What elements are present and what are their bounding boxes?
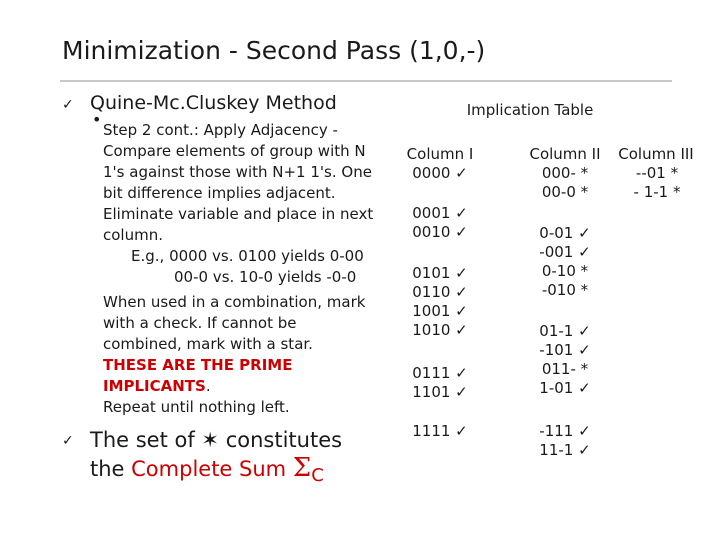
text: The set of [90,428,202,452]
bullet-dot-icon: • [92,110,102,129]
usage-line: with a check. If cannot be [103,314,297,332]
implication-table-title: Implication Table [466,101,594,119]
implicant-entry: 1010 ✓ [412,321,468,339]
example-line: E.g., 0000 vs. 0100 yields 0-00 [131,247,364,265]
implicant-entry: 000- * [541,164,589,182]
prime-implicants-word: IMPLICANTS [103,377,206,395]
example-line: 00-0 vs. 10-0 yields -0-0 [174,268,357,286]
implicant-entry: 0001 ✓ [412,204,468,222]
implicant-entry: -101 ✓ [539,341,591,359]
checkmark-icon: ✓ [62,433,74,449]
implicant-entry: - 1-1 * [633,183,681,201]
prime-implicants-emphasis-line2 [103,376,403,397]
implicant-entry: 0111 ✓ [412,364,468,382]
column-2-header: Column II [529,145,601,163]
repeat-line: Repeat until nothing left. [103,398,290,416]
implicant-entry: 0010 ✓ [412,223,468,241]
implicant-entry: 0000 ✓ [412,164,468,182]
star-icon: ✶ [201,428,220,452]
sigma-subscript: C [311,465,324,486]
usage-line: combined, mark with a star. [103,335,313,353]
column-2-group-2 [520,322,610,398]
step-line: 1's against those with N+1 1's. One [103,163,372,181]
implicant-entry: -111 ✓ [539,422,591,440]
column-1-header: Column I [406,145,474,163]
column-2-group-3 [520,422,610,460]
implicant-entry: 01-1 ✓ [539,322,591,340]
implicant-entry: 0-10 * [541,262,589,280]
implicant-entry: 0110 ✓ [412,283,468,301]
step-line: bit difference implies adjacent. [103,184,336,202]
column-1-group-0 [395,164,485,183]
bullet-quine-mccluskey: Quine-Mc.Cluskey Method [90,92,337,114]
implicant-entry: --01 * [635,164,679,182]
step-line: column. [103,226,163,244]
implicant-entry: 1-01 ✓ [539,379,591,397]
implicant-entry: -010 * [541,281,589,299]
prime-implicants-emphasis: THESE ARE THE PRIME [103,356,293,374]
period: . [205,377,211,395]
implicant-entry: 1111 ✓ [412,422,468,440]
implicant-entry: 1001 ✓ [412,302,468,320]
step-line: Step 2 cont.: Apply Adjacency - [103,121,338,139]
slide-title: Minimization - Second Pass (1,0,-) [62,36,486,65]
title-underline [60,80,672,82]
column-3-header: Column III [618,145,694,163]
column-3-group-0 [612,164,702,202]
column-1-group-2 [395,264,485,340]
implicant-entry: 1101 ✓ [412,383,468,401]
implicant-entry: -001 ✓ [539,243,591,261]
column-2-group-0 [520,164,610,202]
usage-line: When used in a combination, mark [103,293,366,311]
text: the [90,457,132,481]
step-line: Eliminate variable and place in next [103,205,374,223]
column-1-group-3 [395,364,485,402]
implicant-entry: 11-1 ✓ [539,441,591,459]
column-1-group-1 [395,204,485,242]
sigma-symbol: Σ [292,453,312,483]
implicant-entry: 0101 ✓ [412,264,468,282]
bullet-complete-sum-line1 [90,426,342,454]
step-line: Compare elements of group with N [103,142,366,160]
bullet-complete-sum [90,426,342,485]
complete-sum-label: Complete Sum [131,457,293,481]
column-2-group-1 [520,224,610,300]
implicant-entry: 0-01 ✓ [539,224,591,242]
checkmark-icon: ✓ [62,97,74,113]
implicant-entry: 011- * [541,360,589,378]
bullet-complete-sum-line2 [90,454,342,485]
step-description [103,120,403,418]
text: constitutes [219,428,343,452]
implicant-entry: 00-0 * [541,183,589,201]
column-1-group-4 [395,422,485,441]
